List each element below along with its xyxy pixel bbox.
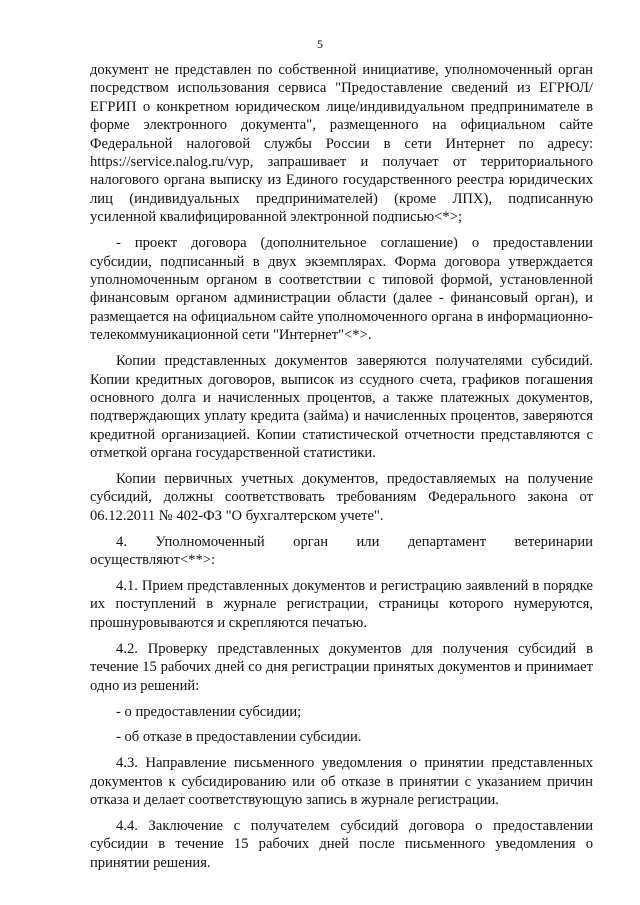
paragraph-draft-agreement: - проект договора (дополнительное соглашение) о предоставлении субсидии, подписанный в двух экземплярах. Форма договора утверждается уполномоченным органом в соответствии с типовой формой, установленной финансовым органом администрации области (далее - финансовый орган), и размещается на официальном сайте уполномоченного органа в информационно-телекоммуникационной сети "Интернет"<*>. [90,235,593,344]
paragraph-document-copies: Копии представленных документов заверяются получателями субсидий. Копии кредитных договоров, выписок из ссудного счета, графиков погашения основного долга и начисленных процентов, а также платежных документов, подтверждающих уплату кредита (займа) и начисленных процентов, заверяются кредитной организацией. Копии статистической отчетности представляются с отметкой органа государственной статистики. [90,353,593,462]
paragraph-4-3: 4.3. Направление письменного уведомления о принятии представленных документов к субсидированию или об отказе в принятии с указанием причин отказа и делает соответствующую запись в журнале регистрации. [90,755,593,809]
paragraph-4-4: 4.4. Заключение с получателем субсидий договора о предоставлении субсидии в течение 15 рабочих дней после письменного уведомления о принятии решения. [90,818,593,871]
page-number: 5 [317,37,323,51]
document-body [90,61,593,880]
paragraph-4-1: 4.1. Прием представленных документов и регистрацию заявлений в порядке их поступлений в журнале регистрации, страницы которого нумеруются, прошнуровываются и скрепляются печатью. [90,578,593,631]
paragraph-section-4: 4. Уполномоченный орган или департамент ветеринарии осуществляют<**>: [90,533,593,569]
paragraph-4-2: 4.2. Проверку представленных документов для получения субсидий в течение 15 рабочих дней со дня регистрации принятых документов и принимает одно из решений: [90,640,593,694]
paragraph-decision-grant: - о предоставлении субсидии; [116,703,302,720]
paragraph-primary-documents: Копии первичных учетных документов, предоставляемых на получение субсидий, должны соответствовать требованиям Федерального закона от 06.12.2011 № 402-ФЗ "О бухгалтерском учете". [90,471,593,524]
paragraph-decision-refusal: - об отказе в предоставлении субсидии. [116,729,362,746]
paragraph-egrul-extract: документ не представлен по собственной инициативе, уполномоченный орган посредством использования сервиса "Предоставление сведений из ЕГРЮЛ/ЕГРИП о конкретном юридическом лице/индивидуальном предпринимателе в форме электронного документа", размещенного на официальном сайте Федеральной налоговой службы России в сети Интернет по адресу: https://service.nalog.ru/vyp, запрашивает и получает от территориального налогового органа выписку из Единого государственного реестра юридических лиц (индивидуальных предпринимателей) (кроме ЛПХ), подписанную усиленной квалифицированной электронной подписью<*>; [90,62,593,226]
